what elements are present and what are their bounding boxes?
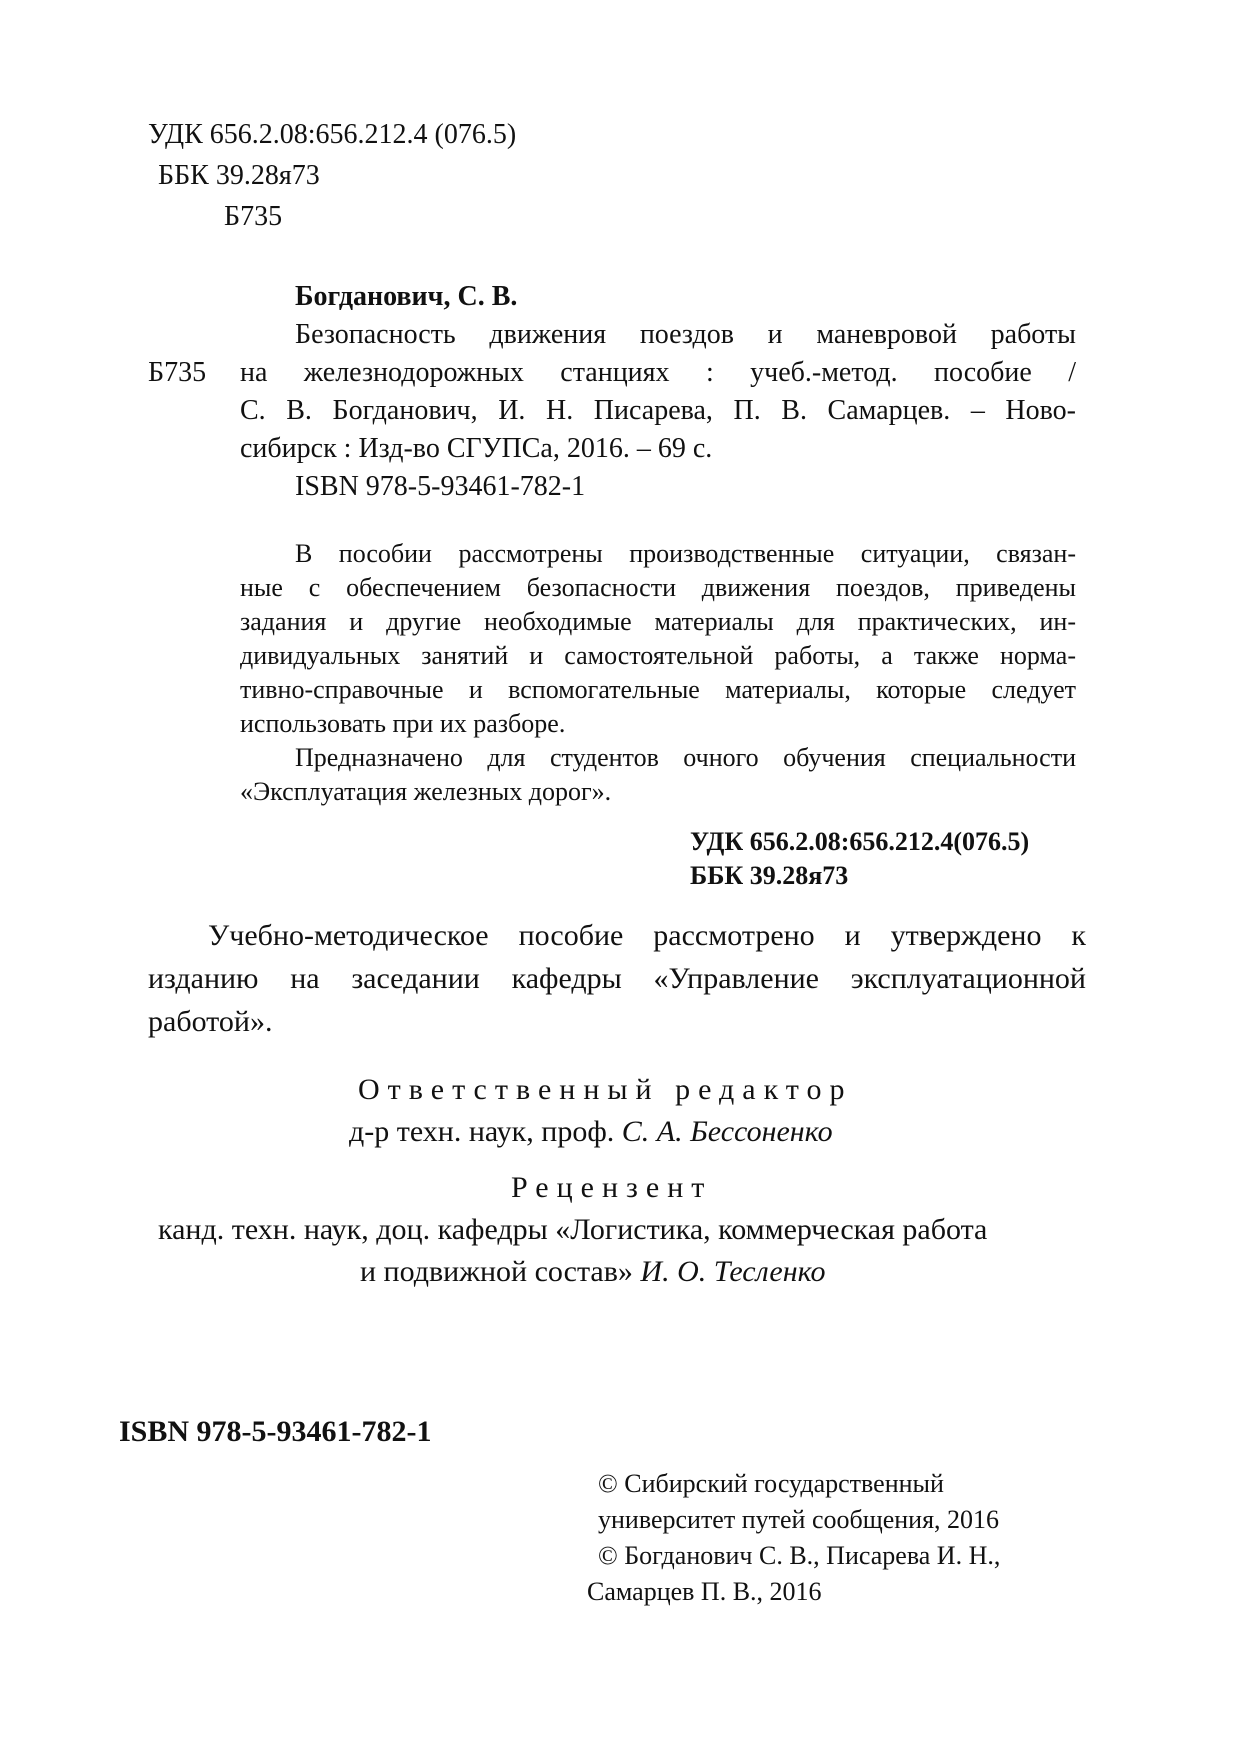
reviewer-heading: Рецензент <box>511 1171 713 1204</box>
annotation-line: тивно-справочные и вспомогательные материалы, которые следует <box>240 675 1076 704</box>
reviewer-line <box>360 1250 826 1293</box>
editor-credentials: д-р техн. наук, проф. <box>349 1115 622 1148</box>
reviewer-name: И. О. Тесленко <box>640 1255 826 1288</box>
udk-code: УДК 656.2.08:656.212.4 (076.5) <box>148 119 517 150</box>
annotation-line: Предназначено для студентов очного обучения специальности <box>295 743 1076 772</box>
copyright-line: © Сибирский государственный <box>598 1469 944 1498</box>
margin-author-mark: Б735 <box>148 357 207 388</box>
copyright-line: © Богданович С. В., Писарева И. Н., <box>598 1541 1001 1570</box>
approval-line: изданию на заседании кафедры «Управление эксплуатационной <box>148 962 1086 995</box>
biblio-line: С. В. Богданович, И. Н. Писарева, П. В. Самарцев. – Ново- <box>240 395 1076 426</box>
author-heading: Богданович, С. В. <box>295 281 518 312</box>
annotation-line: задания и другие необходимые материалы для практических, ин- <box>240 607 1076 636</box>
annotation-line: дивидуальных занятий и самостоятельной работы, а также норма- <box>240 641 1076 670</box>
annotation-udk: УДК 656.2.08:656.212.4(076.5) <box>690 827 1030 856</box>
isbn-line: ISBN 978-5-93461-782-1 <box>295 471 586 502</box>
author-mark: Б735 <box>224 201 283 232</box>
editor-line <box>349 1110 833 1153</box>
annotation-line: «Эксплуатация железных дорог». <box>240 777 612 806</box>
reviewer-line: канд. техн. наук, доц. кафедры «Логистика, коммерческая работа <box>158 1213 988 1246</box>
editor-name: С. А. Бессоненко <box>621 1115 833 1148</box>
biblio-line: сибирск : Изд-во СГУПСа, 2016. – 69 с. <box>240 433 713 464</box>
approval-line: работой». <box>148 1005 273 1038</box>
copyright-line: университет путей сообщения, 2016 <box>598 1505 1000 1534</box>
annotation-line: В пособии рассмотрены производственные ситуации, связан- <box>295 539 1076 568</box>
reviewer-affiliation: и подвижной состав» <box>360 1255 641 1288</box>
editor-heading: Ответственный редактор <box>358 1073 853 1106</box>
annotation-bbk: ББК 39.28я73 <box>690 861 849 890</box>
approval-line: Учебно-методическое пособие рассмотрено и утверждено к <box>208 919 1086 952</box>
copyright-line: Самарцев П. В., 2016 <box>587 1577 822 1606</box>
biblio-line: Безопасность движения поездов и маневровой работы <box>295 319 1076 350</box>
annotation-line: использовать при их разборе. <box>240 709 566 738</box>
bbk-code: ББК 39.28я73 <box>158 160 320 191</box>
annotation-line: ные с обеспечением безопасности движения поездов, приведены <box>240 573 1076 602</box>
isbn-main: ISBN 978-5-93461-782-1 <box>119 1415 432 1448</box>
biblio-line: на железнодорожных станциях : учеб.-метод. пособие / <box>240 357 1076 388</box>
